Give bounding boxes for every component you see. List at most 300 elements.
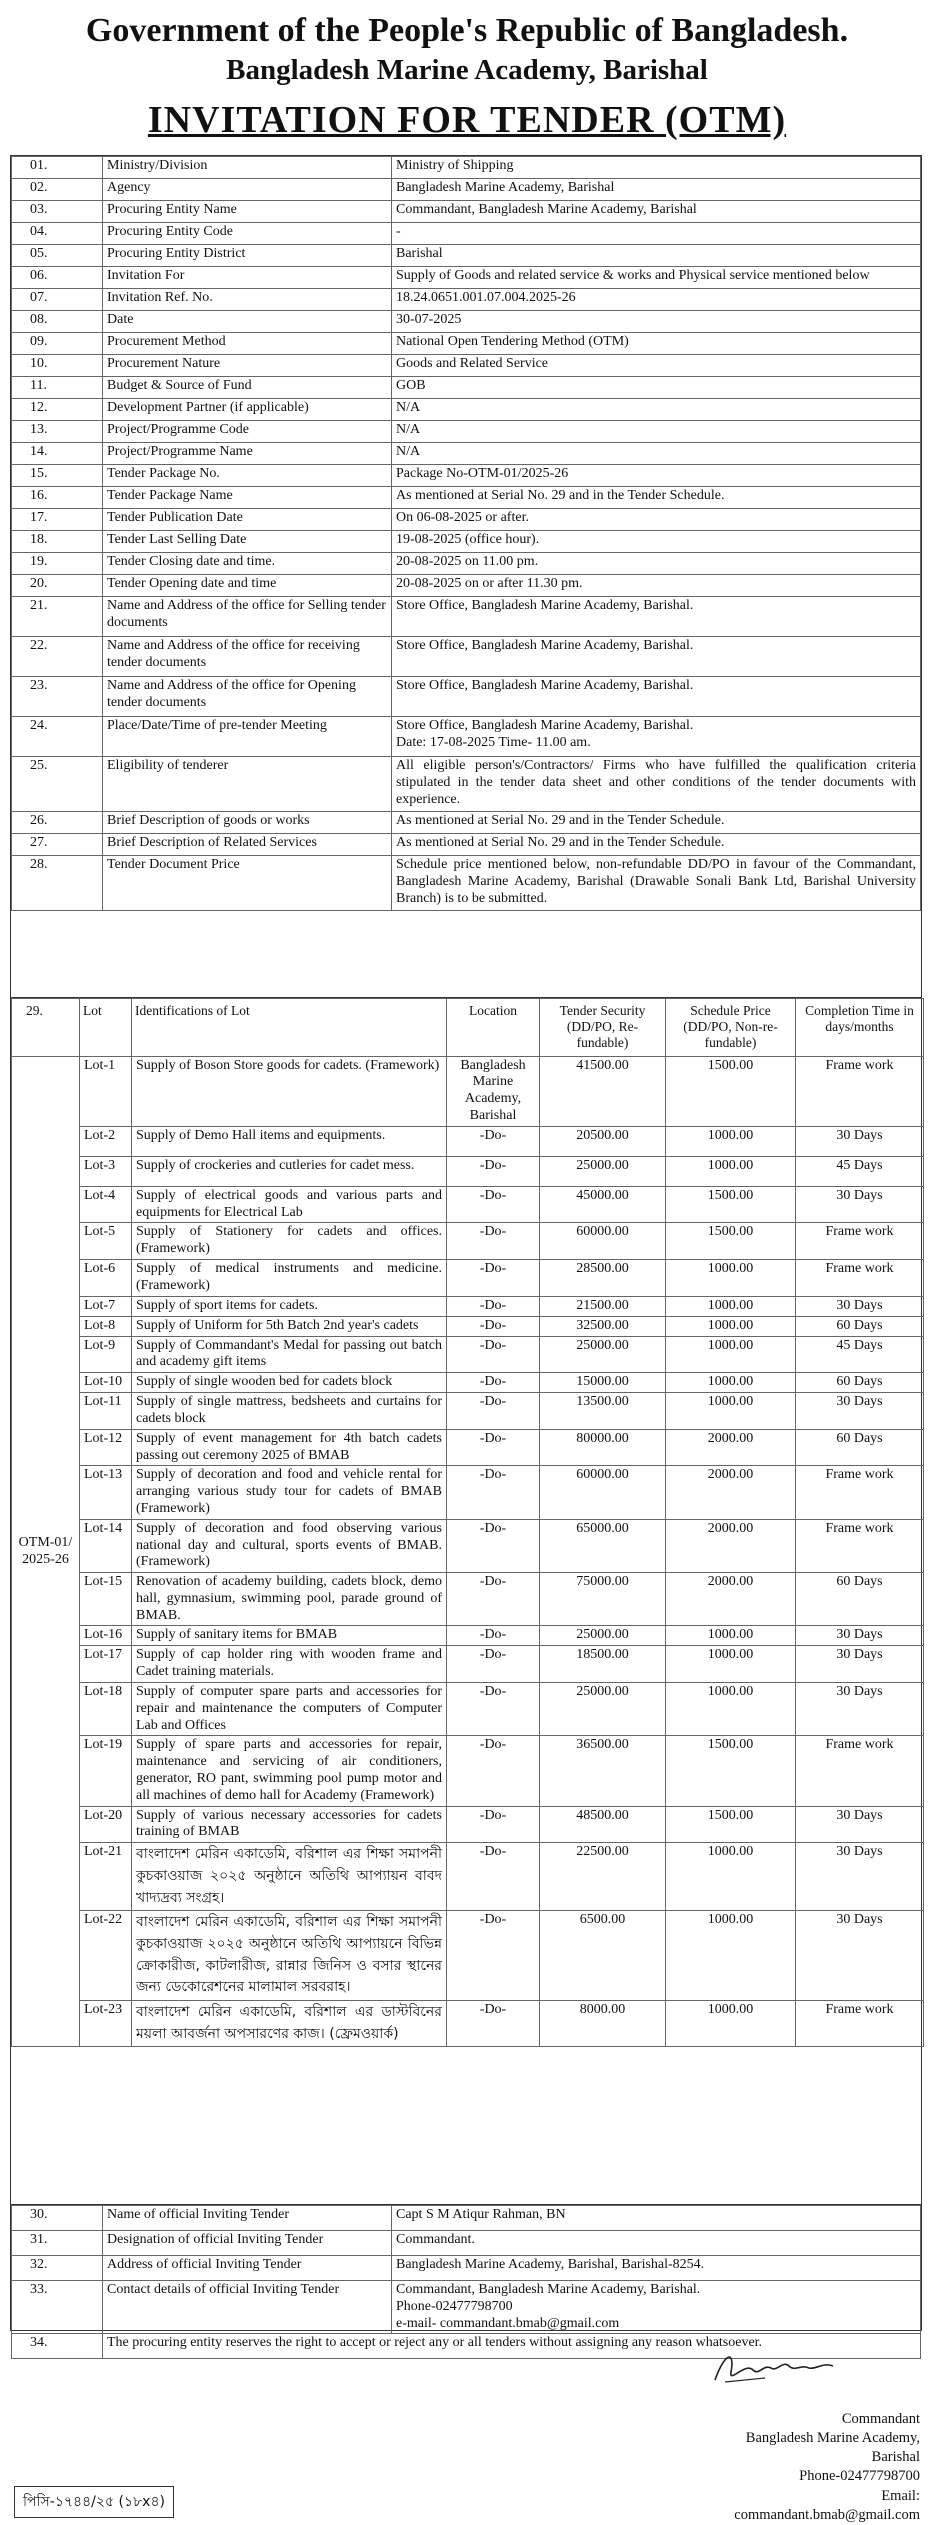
row-value bbox=[392, 223, 921, 245]
row-label: Tender Last Selling Date bbox=[103, 531, 392, 553]
lot-row bbox=[12, 1806, 924, 1843]
row-number: 20. bbox=[12, 575, 103, 597]
signature-email: Email: commandant.bmab@gmail.com bbox=[734, 2487, 920, 2523]
row-value bbox=[392, 2231, 921, 2256]
row-value bbox=[392, 333, 921, 355]
row-value bbox=[392, 201, 921, 223]
lot-security: 25000.00 bbox=[540, 1156, 666, 1186]
row-value bbox=[392, 443, 921, 465]
row-number: 13. bbox=[12, 421, 103, 443]
info-row bbox=[12, 757, 921, 812]
row-value-text: - bbox=[396, 224, 401, 239]
lot-security: 25000.00 bbox=[540, 1683, 666, 1736]
lot-id: Lot-22 bbox=[80, 1911, 132, 2001]
lot-schedule-price: 1000.00 bbox=[666, 2001, 796, 2047]
lot-security: 28500.00 bbox=[540, 1259, 666, 1296]
row-label: Invitation Ref. No. bbox=[103, 289, 392, 311]
info-row bbox=[12, 377, 921, 399]
info-row bbox=[12, 812, 921, 834]
lot-id: Lot-12 bbox=[80, 1429, 132, 1466]
lot-row bbox=[12, 1156, 924, 1186]
lot-completion: 30 Days bbox=[796, 1626, 924, 1646]
info-row bbox=[12, 487, 921, 509]
row-value-text: Bangladesh Marine Academy, Barishal, Barishal-8254. bbox=[396, 2257, 705, 2272]
lot-schedule-price: 1500.00 bbox=[666, 1806, 796, 1843]
info-row bbox=[12, 575, 921, 597]
lot-schedule-price: 1500.00 bbox=[666, 1056, 796, 1126]
row-value bbox=[392, 553, 921, 575]
lot-description: Supply of Commandant's Medal for passing out batch and academy gift items bbox=[132, 1336, 447, 1373]
row-value-text: Store Office, Bangladesh Marine Academy, Barishal. bbox=[396, 638, 694, 653]
row-label: Brief Description of Related Services bbox=[103, 834, 392, 856]
lot-description: Supply of Uniform for 5th Batch 2nd year's cadets bbox=[132, 1316, 447, 1336]
lots-table bbox=[11, 998, 924, 2047]
row-value-text: Supply of Goods and related service & works and Physical service mentioned below bbox=[396, 268, 870, 283]
info-row bbox=[12, 637, 921, 677]
lot-id: Lot-6 bbox=[80, 1259, 132, 1296]
row-label: Tender Document Price bbox=[103, 856, 392, 911]
row-value bbox=[392, 2206, 921, 2231]
lot-completion: Frame work bbox=[796, 1056, 924, 1126]
lot-description: Supply of spare parts and accessories for repair, maintenance and servicing of air conditioners, generator, RO pant, swimming pool pump motor and all machines of demo hall for Academy (Framework) bbox=[132, 1736, 447, 1806]
row-value-text: Store Office, Bangladesh Marine Academy, Barishal. bbox=[396, 678, 694, 693]
info-row bbox=[12, 856, 921, 911]
lot-completion: 30 Days bbox=[796, 1296, 924, 1316]
lot-completion: 30 Days bbox=[796, 1186, 924, 1223]
lot-schedule-price: 1000.00 bbox=[666, 1316, 796, 1336]
lot-location: -Do- bbox=[447, 2001, 540, 2047]
lot-location: -Do- bbox=[447, 1126, 540, 1156]
row-label: Tender Package Name bbox=[103, 487, 392, 509]
lot-id: Lot-7 bbox=[80, 1296, 132, 1316]
lot-completion: 30 Days bbox=[796, 1806, 924, 1843]
info-row bbox=[12, 333, 921, 355]
lot-schedule-price: 2000.00 bbox=[666, 1573, 796, 1626]
row-value-text: Schedule price mentioned below, non-refundable DD/PO in favour of the Commandant, Bangladesh Marine Academy, Barishal (Drawable Sonali Bank Ltd, Barishal University Branch) is to be submitted. bbox=[396, 857, 916, 906]
official-row bbox=[12, 2231, 921, 2256]
row-number: 26. bbox=[12, 812, 103, 834]
row-value bbox=[392, 311, 921, 333]
lot-security: 60000.00 bbox=[540, 1466, 666, 1519]
lot-row bbox=[12, 1736, 924, 1806]
lot-completion: Frame work bbox=[796, 1466, 924, 1519]
lot-row bbox=[12, 1373, 924, 1393]
lot-schedule-price: 2000.00 bbox=[666, 1466, 796, 1519]
info-row bbox=[12, 443, 921, 465]
row-label: Place/Date/Time of pre-tender Meeting bbox=[103, 717, 392, 757]
lot-location: -Do- bbox=[447, 1573, 540, 1626]
lot-schedule-price: 1000.00 bbox=[666, 1626, 796, 1646]
row-value bbox=[392, 2281, 921, 2334]
row-value bbox=[392, 157, 921, 179]
info-row bbox=[12, 267, 921, 289]
row-number: 09. bbox=[12, 333, 103, 355]
row-number: 28. bbox=[12, 856, 103, 911]
lot-security: 25000.00 bbox=[540, 1626, 666, 1646]
row-label: Name of official Inviting Tender bbox=[103, 2206, 392, 2231]
lot-row bbox=[12, 1126, 924, 1156]
signature-block bbox=[700, 2410, 920, 2525]
row-value-text: Barishal bbox=[396, 246, 443, 261]
lot-description: Supply of sport items for cadets. bbox=[132, 1296, 447, 1316]
lot-row bbox=[12, 1429, 924, 1466]
row-label: Tender Opening date and time bbox=[103, 575, 392, 597]
lot-description: Supply of Boson Store goods for cadets. (Framework) bbox=[132, 1056, 447, 1126]
row-number: 33. bbox=[12, 2281, 103, 2334]
row-value-text-2: Phone-02477798700 bbox=[396, 2298, 513, 2314]
official-table bbox=[11, 2205, 921, 2359]
row-value bbox=[392, 421, 921, 443]
lot-location: -Do- bbox=[447, 1736, 540, 1806]
lot-security: 25000.00 bbox=[540, 1336, 666, 1373]
row-value-text: 30-07-2025 bbox=[396, 312, 462, 327]
row-value-text: As mentioned at Serial No. 29 and in the Tender Schedule. bbox=[396, 813, 725, 828]
lot-location: -Do- bbox=[447, 1911, 540, 2001]
lot-location: -Do- bbox=[447, 1843, 540, 1911]
row-label: Agency bbox=[103, 179, 392, 201]
row-value-text: GOB bbox=[396, 378, 426, 393]
government-title: Government of the People's Republic of Bangladesh. bbox=[85, 12, 849, 49]
lot-id: Lot-11 bbox=[80, 1393, 132, 1430]
row-label: Invitation For bbox=[103, 267, 392, 289]
package-number: OTM-01/ 2025-26 bbox=[12, 1056, 80, 2047]
row-label: Name and Address of the office for Opening tender documents bbox=[103, 677, 392, 717]
signature-phone: Phone-02477798700 bbox=[799, 2468, 920, 2485]
row-value-text: 18.24.0651.001.07.004.2025-26 bbox=[396, 290, 576, 305]
lot-schedule-price: 1500.00 bbox=[666, 1736, 796, 1806]
row-label: Name and Address of the office for Selling tender documents bbox=[103, 597, 392, 637]
signature-title: Commandant bbox=[841, 2411, 920, 2427]
lot-row bbox=[12, 1259, 924, 1296]
lot-schedule-price: 1500.00 bbox=[666, 1186, 796, 1223]
lot-location: -Do- bbox=[447, 1259, 540, 1296]
lot-id: Lot-3 bbox=[80, 1156, 132, 1186]
lot-row bbox=[12, 1843, 924, 1911]
row-number: 24. bbox=[12, 717, 103, 757]
row-label: Project/Programme Name bbox=[103, 443, 392, 465]
lot-security: 20500.00 bbox=[540, 1126, 666, 1156]
row-value-text: 20-08-2025 on or after 11.30 pm. bbox=[396, 576, 583, 591]
col-completion-time: Completion Time in days/months bbox=[796, 999, 924, 1057]
row-number: 17. bbox=[12, 509, 103, 531]
lot-location: -Do- bbox=[447, 1806, 540, 1843]
info-row bbox=[12, 201, 921, 223]
press-code: পিসি-১৭৪৪/২৫ (১৮x৪) bbox=[14, 2486, 174, 2518]
col-tender-security: Tender Security (DD/PO, Re-fundable) bbox=[540, 999, 666, 1057]
lot-id: Lot-8 bbox=[80, 1316, 132, 1336]
lot-security: 13500.00 bbox=[540, 1393, 666, 1430]
signature-mark bbox=[705, 2342, 845, 2392]
lot-description: Supply of decoration and food observing various national day and cultural, sports events of BMAB. (Framework) bbox=[132, 1519, 447, 1572]
lot-row bbox=[12, 1573, 924, 1626]
row-number: 06. bbox=[12, 267, 103, 289]
row-value bbox=[392, 597, 921, 637]
row-value-text: Commandant. bbox=[396, 2232, 475, 2247]
lot-schedule-price: 1000.00 bbox=[666, 1911, 796, 2001]
lot-schedule-price: 1000.00 bbox=[666, 1156, 796, 1186]
row-number: 03. bbox=[12, 201, 103, 223]
row-value-text: N/A bbox=[396, 400, 421, 415]
lot-row bbox=[12, 1336, 924, 1373]
lot-row bbox=[12, 1056, 924, 1126]
lot-security: 6500.00 bbox=[540, 1911, 666, 2001]
lot-description: বাংলাদেশ মেরিন একাডেমি, বরিশাল এর শিক্ষা সমাপনী কুচকাওয়াজ ২০২৫ অনুষ্ঠানে অতিথি আপ্যায়নে বিভিন্ন ক্রোকারীজ, কাটলারীজ, রান্নার জিনিস ও বসার স্থানের জন্য ডেকোরেশনের মালামাল সরবরাহ। bbox=[132, 1911, 447, 2001]
lot-location: -Do- bbox=[447, 1223, 540, 1260]
official-row bbox=[12, 2281, 921, 2334]
row-label: Project/Programme Code bbox=[103, 421, 392, 443]
info-row bbox=[12, 245, 921, 267]
note-number: 34. bbox=[12, 2334, 103, 2359]
academy-title: Bangladesh Marine Academy, Barishal bbox=[226, 54, 708, 86]
row-label: Ministry/Division bbox=[103, 157, 392, 179]
row-value bbox=[392, 531, 921, 553]
lot-security: 8000.00 bbox=[540, 2001, 666, 2047]
lot-security: 60000.00 bbox=[540, 1223, 666, 1260]
row-value-text: 20-08-2025 on 11.00 pm. bbox=[396, 554, 539, 569]
row-number: 11. bbox=[12, 377, 103, 399]
lot-completion: 60 Days bbox=[796, 1316, 924, 1336]
lot-row bbox=[12, 1646, 924, 1683]
row-value bbox=[392, 856, 921, 911]
lot-row bbox=[12, 1683, 924, 1736]
row-number: 15. bbox=[12, 465, 103, 487]
info-row bbox=[12, 717, 921, 757]
lot-schedule-price: 1000.00 bbox=[666, 1843, 796, 1911]
row-label: Procurement Nature bbox=[103, 355, 392, 377]
lot-security: 15000.00 bbox=[540, 1373, 666, 1393]
lot-id: Lot-15 bbox=[80, 1573, 132, 1626]
lot-completion: Frame work bbox=[796, 1519, 924, 1572]
row-value-text: Package No-OTM-01/2025-26 bbox=[396, 466, 569, 481]
lot-schedule-price: 1000.00 bbox=[666, 1259, 796, 1296]
lots-serial: 29. bbox=[12, 999, 80, 1057]
info-row bbox=[12, 311, 921, 333]
lot-security: 41500.00 bbox=[540, 1056, 666, 1126]
row-label: Address of official Inviting Tender bbox=[103, 2256, 392, 2281]
row-label: Budget & Source of Fund bbox=[103, 377, 392, 399]
row-value-text: Store Office, Bangladesh Marine Academy, Barishal. bbox=[396, 718, 694, 733]
row-value bbox=[392, 465, 921, 487]
row-number: 18. bbox=[12, 531, 103, 553]
lot-description: Supply of single wooden bed for cadets block bbox=[132, 1373, 447, 1393]
lot-location: -Do- bbox=[447, 1296, 540, 1316]
row-value bbox=[392, 812, 921, 834]
lot-description: বাংলাদেশ মেরিন একাডেমি, বরিশাল এর ডাস্টবিনের ময়লা আবর্জনা অপসারণের কাজ। (ফ্রেমওয়ার্ক) bbox=[132, 2001, 447, 2047]
lot-id: Lot-4 bbox=[80, 1186, 132, 1223]
lot-completion: Frame work bbox=[796, 1259, 924, 1296]
row-label: Eligibility of tenderer bbox=[103, 757, 392, 812]
row-value-text: 19-08-2025 (office hour). bbox=[396, 532, 540, 547]
note-text: The procuring entity reserves the right to accept or reject any or all tenders without assigning any reason whatsoever. bbox=[103, 2334, 921, 2359]
lot-location: -Do- bbox=[447, 1156, 540, 1186]
row-number: 02. bbox=[12, 179, 103, 201]
lot-row bbox=[12, 1519, 924, 1572]
row-number: 05. bbox=[12, 245, 103, 267]
lot-row bbox=[12, 1186, 924, 1223]
lot-row bbox=[12, 1296, 924, 1316]
info-row bbox=[12, 223, 921, 245]
row-label: Procuring Entity Code bbox=[103, 223, 392, 245]
lot-row bbox=[12, 1911, 924, 2001]
row-number: 25. bbox=[12, 757, 103, 812]
lot-completion: 30 Days bbox=[796, 1911, 924, 2001]
col-location: Location bbox=[447, 999, 540, 1057]
lot-row bbox=[12, 1223, 924, 1260]
row-value-text: Capt S M Atiqur Rahman, BN bbox=[396, 2207, 566, 2222]
row-value-text-2: Date: 17-08-2025 Time- 11.00 am. bbox=[396, 734, 591, 750]
row-number: 10. bbox=[12, 355, 103, 377]
lot-id: Lot-19 bbox=[80, 1736, 132, 1806]
lot-description: Supply of Stationery for cadets and offices. (Framework) bbox=[132, 1223, 447, 1260]
row-number: 22. bbox=[12, 637, 103, 677]
row-value bbox=[392, 575, 921, 597]
tender-info-section bbox=[10, 155, 922, 998]
row-number: 14. bbox=[12, 443, 103, 465]
info-row bbox=[12, 421, 921, 443]
official-row bbox=[12, 2206, 921, 2231]
lot-schedule-price: 2000.00 bbox=[666, 1519, 796, 1572]
row-value-text: As mentioned at Serial No. 29 and in the Tender Schedule. bbox=[396, 835, 725, 850]
row-value-text: Ministry of Shipping bbox=[396, 158, 514, 173]
lot-completion: 60 Days bbox=[796, 1429, 924, 1466]
lot-id: Lot-9 bbox=[80, 1336, 132, 1373]
row-label: Procuring Entity Name bbox=[103, 201, 392, 223]
lot-description: Supply of crockeries and cutleries for cadet mess. bbox=[132, 1156, 447, 1186]
row-value bbox=[392, 509, 921, 531]
lot-security: 75000.00 bbox=[540, 1573, 666, 1626]
signature-org: Bangladesh Marine Academy, Barishal bbox=[745, 2430, 920, 2466]
row-number: 21. bbox=[12, 597, 103, 637]
row-value bbox=[392, 267, 921, 289]
lot-completion: 30 Days bbox=[796, 1126, 924, 1156]
lot-id: Lot-10 bbox=[80, 1373, 132, 1393]
lot-id: Lot-20 bbox=[80, 1806, 132, 1843]
row-number: 16. bbox=[12, 487, 103, 509]
row-value bbox=[392, 2256, 921, 2281]
row-number: 12. bbox=[12, 399, 103, 421]
lot-location: -Do- bbox=[447, 1466, 540, 1519]
lot-id: Lot-18 bbox=[80, 1683, 132, 1736]
row-label: Name and Address of the office for receiving tender documents bbox=[103, 637, 392, 677]
lot-location: -Do- bbox=[447, 1519, 540, 1572]
row-number: 01. bbox=[12, 157, 103, 179]
lot-security: 36500.00 bbox=[540, 1736, 666, 1806]
lot-security: 22500.00 bbox=[540, 1843, 666, 1911]
lot-security: 48500.00 bbox=[540, 1806, 666, 1843]
lot-description: বাংলাদেশ মেরিন একাডেমি, বরিশাল এর শিক্ষা সমাপনী কুচকাওয়াজ ২০২৫ অনুষ্ঠানে অতিথি আপ্যায়ন বাবদ খাদ্যদ্রব্য সংগ্রহ। bbox=[132, 1843, 447, 1911]
lot-description: Supply of Demo Hall items and equipments. bbox=[132, 1126, 447, 1156]
lot-row bbox=[12, 1316, 924, 1336]
info-row bbox=[12, 531, 921, 553]
lot-schedule-price: 1000.00 bbox=[666, 1373, 796, 1393]
lot-schedule-price: 1000.00 bbox=[666, 1336, 796, 1373]
row-value bbox=[392, 487, 921, 509]
row-value bbox=[392, 834, 921, 856]
lot-schedule-price: 2000.00 bbox=[666, 1429, 796, 1466]
row-number: 07. bbox=[12, 289, 103, 311]
lot-id: Lot-23 bbox=[80, 2001, 132, 2047]
lots-section bbox=[10, 998, 922, 2205]
lot-description: Supply of decoration and food and vehicle rental for arranging various study tour for cadets of BMAB (Framework) bbox=[132, 1466, 447, 1519]
info-row bbox=[12, 355, 921, 377]
info-row bbox=[12, 289, 921, 311]
row-value bbox=[392, 179, 921, 201]
row-value bbox=[392, 245, 921, 267]
lot-location: Bangladesh Marine Academy, Barishal bbox=[447, 1056, 540, 1126]
row-label: Tender Package No. bbox=[103, 465, 392, 487]
official-section bbox=[10, 2205, 922, 2351]
lot-id: Lot-5 bbox=[80, 1223, 132, 1260]
lot-description: Supply of electrical goods and various parts and equipments for Electrical Lab bbox=[132, 1186, 447, 1223]
row-value bbox=[392, 677, 921, 717]
lot-location: -Do- bbox=[447, 1626, 540, 1646]
row-value-text: National Open Tendering Method (OTM) bbox=[396, 334, 629, 349]
lot-completion: 30 Days bbox=[796, 1843, 924, 1911]
row-value bbox=[392, 399, 921, 421]
info-row bbox=[12, 179, 921, 201]
lot-schedule-price: 1000.00 bbox=[666, 1683, 796, 1736]
lot-location: -Do- bbox=[447, 1646, 540, 1683]
lot-completion: 60 Days bbox=[796, 1573, 924, 1626]
lot-description: Supply of single mattress, bedsheets and curtains for cadets block bbox=[132, 1393, 447, 1430]
lot-schedule-price: 1000.00 bbox=[666, 1646, 796, 1683]
lot-location: -Do- bbox=[447, 1336, 540, 1373]
lot-description: Supply of cap holder ring with wooden frame and Cadet training materials. bbox=[132, 1646, 447, 1683]
lot-security: 80000.00 bbox=[540, 1429, 666, 1466]
lot-description: Renovation of academy building, cadets block, demo hall, gymnasium, swimming pool, parade ground of BMAB. bbox=[132, 1573, 447, 1626]
lot-completion: 45 Days bbox=[796, 1336, 924, 1373]
row-value-text: As mentioned at Serial No. 29 and in the Tender Schedule. bbox=[396, 488, 725, 503]
info-row bbox=[12, 553, 921, 575]
lot-description: Supply of various necessary accessories for cadets training of BMAB bbox=[132, 1806, 447, 1843]
lot-completion: 60 Days bbox=[796, 1373, 924, 1393]
info-row bbox=[12, 399, 921, 421]
row-number: 32. bbox=[12, 2256, 103, 2281]
col-schedule-price: Schedule Price (DD/PO, Non-re-fundable) bbox=[666, 999, 796, 1057]
lot-schedule-price: 1000.00 bbox=[666, 1393, 796, 1430]
row-label: Tender Publication Date bbox=[103, 509, 392, 531]
lot-completion: 45 Days bbox=[796, 1156, 924, 1186]
row-value-text: N/A bbox=[396, 444, 421, 459]
row-label: Date bbox=[103, 311, 392, 333]
row-value-text: Store Office, Bangladesh Marine Academy, Barishal. bbox=[396, 598, 694, 613]
lot-security: 45000.00 bbox=[540, 1186, 666, 1223]
row-value-text: On 06-08-2025 or after. bbox=[396, 510, 529, 525]
row-value bbox=[392, 637, 921, 677]
row-number: 30. bbox=[12, 2206, 103, 2231]
info-row bbox=[12, 597, 921, 637]
lot-location: -Do- bbox=[447, 1373, 540, 1393]
row-number: 31. bbox=[12, 2231, 103, 2256]
lot-id: Lot-14 bbox=[80, 1519, 132, 1572]
lot-location: -Do- bbox=[447, 1393, 540, 1430]
row-value-text: Bangladesh Marine Academy, Barishal bbox=[396, 180, 615, 195]
notice-title: INVITATION FOR TENDER (OTM) bbox=[147, 99, 787, 141]
row-value-text: All eligible person's/Contractors/ Firms who have fulfilled the qualification criteria stipulated in the tender data sheet and other conditions of the tender documents with experience. bbox=[396, 758, 916, 807]
row-number: 08. bbox=[12, 311, 103, 333]
lot-description: Supply of sanitary items for BMAB bbox=[132, 1626, 447, 1646]
row-value bbox=[392, 355, 921, 377]
lot-id: Lot-2 bbox=[80, 1126, 132, 1156]
lot-security: 21500.00 bbox=[540, 1296, 666, 1316]
lot-completion: Frame work bbox=[796, 1223, 924, 1260]
lot-location: -Do- bbox=[447, 1186, 540, 1223]
row-number: 19. bbox=[12, 553, 103, 575]
row-label: Designation of official Inviting Tender bbox=[103, 2231, 392, 2256]
lot-id: Lot-21 bbox=[80, 1843, 132, 1911]
row-value-text: N/A bbox=[396, 422, 421, 437]
lot-completion: Frame work bbox=[796, 1736, 924, 1806]
